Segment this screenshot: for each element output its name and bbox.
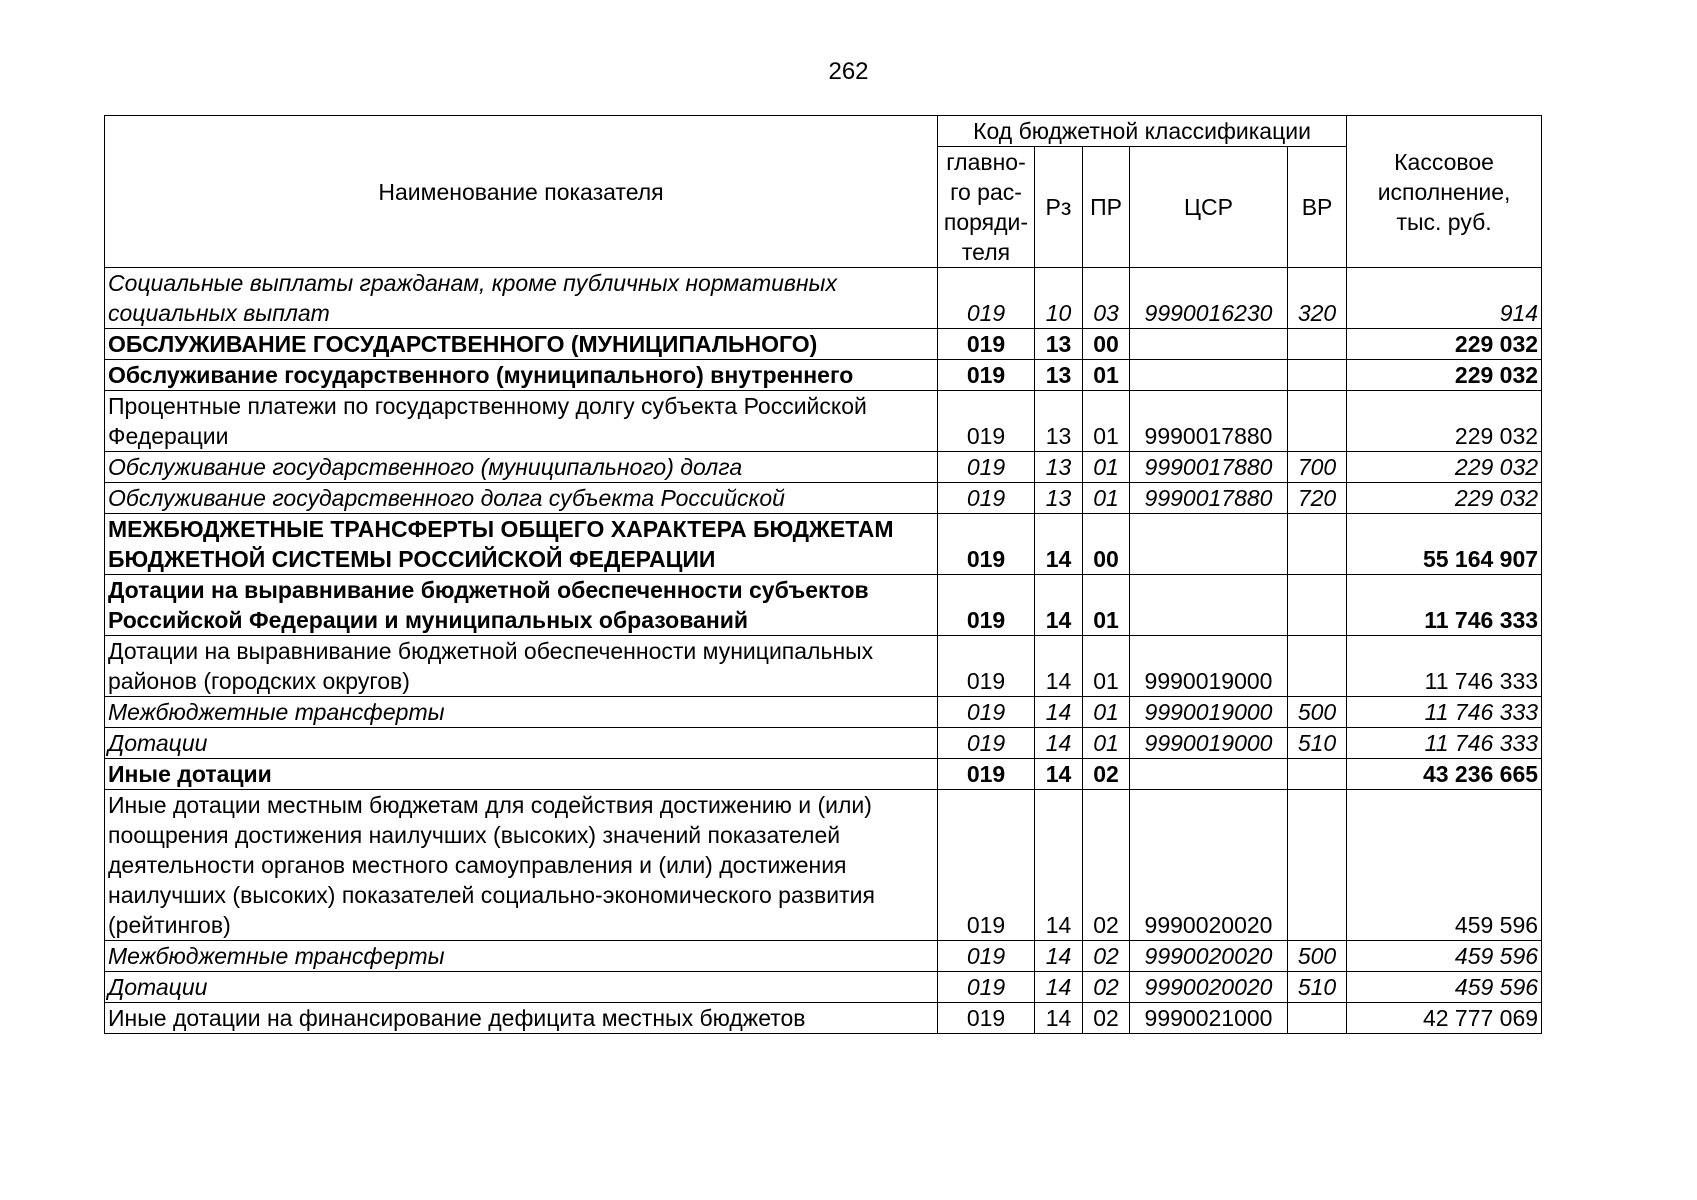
row-name: Иные дотации местным бюджетам для содействия достижению и (или) поощрения достижения наилучших (высоких) значений показателей деятельности органов местного самоуправления и (или) достижения наилучших (высоких) показателей социально-экономического развития (рейтингов) [105, 790, 938, 941]
row-vr: 510 [1288, 972, 1347, 1003]
header-amount-line1: Кассовое [1394, 148, 1494, 175]
header-amount [1347, 116, 1542, 268]
table-row [105, 360, 1542, 391]
table-row [105, 575, 1542, 636]
row-gr: 019 [938, 268, 1035, 329]
row-pr: 01 [1083, 728, 1130, 759]
row-name: Дотации на выравнивание бюджетной обеспеченности муниципальных районов (городских округов) [105, 636, 938, 697]
page-number: 262 [828, 58, 869, 85]
row-vr [1288, 329, 1347, 360]
row-amount: 11 746 333 [1347, 697, 1542, 728]
table-row [105, 514, 1542, 575]
row-amount: 229 032 [1347, 329, 1542, 360]
header-gr-line4: теля [961, 239, 1011, 265]
row-amount: 43 236 665 [1347, 759, 1542, 790]
row-csr: 9990020020 [1130, 941, 1288, 972]
row-csr: 9990017880 [1130, 391, 1288, 452]
row-rz: 14 [1035, 728, 1083, 759]
row-rz: 14 [1035, 514, 1083, 575]
row-csr: 9990020020 [1130, 790, 1288, 941]
row-csr: 9990020020 [1130, 972, 1288, 1003]
table-row [105, 483, 1542, 514]
row-csr [1130, 360, 1288, 391]
row-name: Иные дотации на финансирование дефицита местных бюджетов [105, 1003, 938, 1034]
row-gr: 019 [938, 636, 1035, 697]
row-name: Обслуживание государственного (муниципального) внутреннего [105, 360, 938, 391]
row-amount: 459 596 [1347, 941, 1542, 972]
table-row [105, 636, 1542, 697]
row-gr: 019 [938, 728, 1035, 759]
table-row [105, 452, 1542, 483]
row-name: МЕЖБЮДЖЕТНЫЕ ТРАНСФЕРТЫ ОБЩЕГО ХАРАКТЕРА БЮДЖЕТАМ БЮДЖЕТНОЙ СИСТЕМЫ РОССИЙСКОЙ ФЕДЕРАЦИИ [105, 514, 938, 575]
header-vr: ВР [1288, 147, 1347, 268]
row-gr: 019 [938, 575, 1035, 636]
header-pr: ПР [1083, 147, 1130, 268]
row-rz: 13 [1035, 391, 1083, 452]
row-vr [1288, 514, 1347, 575]
row-csr: 9990017880 [1130, 452, 1288, 483]
row-csr: 9990017880 [1130, 483, 1288, 514]
row-rz: 13 [1035, 452, 1083, 483]
row-rz: 14 [1035, 697, 1083, 728]
row-gr: 019 [938, 790, 1035, 941]
row-pr: 01 [1083, 636, 1130, 697]
table-header [105, 116, 1542, 268]
table-row [105, 1003, 1542, 1034]
row-rz: 14 [1035, 790, 1083, 941]
table-row [105, 759, 1542, 790]
row-csr: 9990019000 [1130, 636, 1288, 697]
row-csr [1130, 759, 1288, 790]
row-name: Межбюджетные трансферты [105, 697, 938, 728]
header-gr-line2: го рас- [950, 179, 1022, 205]
header-amount-line2: исполнение, [1377, 178, 1511, 205]
row-amount: 229 032 [1347, 360, 1542, 391]
table-row [105, 790, 1542, 941]
row-pr: 00 [1083, 329, 1130, 360]
row-name: Обслуживание государственного долга субъекта Российской [105, 483, 938, 514]
table-row [105, 697, 1542, 728]
row-csr: 9990021000 [1130, 1003, 1288, 1034]
row-gr: 019 [938, 391, 1035, 452]
row-rz: 14 [1035, 972, 1083, 1003]
row-csr [1130, 514, 1288, 575]
row-gr: 019 [938, 759, 1035, 790]
row-amount: 459 596 [1347, 790, 1542, 941]
row-rz: 13 [1035, 329, 1083, 360]
row-amount: 42 777 069 [1347, 1003, 1542, 1034]
table-row [105, 268, 1542, 329]
row-gr: 019 [938, 941, 1035, 972]
row-name: Дотации [105, 972, 938, 1003]
row-pr: 03 [1083, 268, 1130, 329]
row-vr [1288, 636, 1347, 697]
row-gr: 019 [938, 360, 1035, 391]
row-name: Процентные платежи по государственному долгу субъекта Российской Федерации [105, 391, 938, 452]
row-name: Обслуживание государственного (муниципального) долга [105, 452, 938, 483]
row-vr [1288, 790, 1347, 941]
row-pr: 01 [1083, 575, 1130, 636]
table-row [105, 329, 1542, 360]
row-pr: 02 [1083, 759, 1130, 790]
table-row [105, 391, 1542, 452]
row-amount: 459 596 [1347, 972, 1542, 1003]
table-row [105, 941, 1542, 972]
header-name: Наименование показателя [105, 116, 938, 268]
row-vr: 500 [1288, 697, 1347, 728]
row-pr: 02 [1083, 972, 1130, 1003]
table-body [105, 268, 1542, 1034]
row-name: Социальные выплаты гражданам, кроме публичных нормативных социальных выплат [105, 268, 938, 329]
row-rz: 14 [1035, 941, 1083, 972]
row-gr: 019 [938, 514, 1035, 575]
row-gr: 019 [938, 1003, 1035, 1034]
table-row [105, 728, 1542, 759]
row-rz: 14 [1035, 636, 1083, 697]
row-gr: 019 [938, 329, 1035, 360]
row-amount: 229 032 [1347, 452, 1542, 483]
row-name: Дотации [105, 728, 938, 759]
row-csr [1130, 329, 1288, 360]
table-row [105, 972, 1542, 1003]
row-pr: 02 [1083, 1003, 1130, 1034]
row-amount: 914 [1347, 268, 1542, 329]
row-amount: 229 032 [1347, 483, 1542, 514]
row-gr: 019 [938, 972, 1035, 1003]
row-rz: 14 [1035, 759, 1083, 790]
row-csr: 9990016230 [1130, 268, 1288, 329]
row-pr: 01 [1083, 452, 1130, 483]
header-code-group: Код бюджетной классификации [938, 116, 1347, 147]
header-csr: ЦСР [1130, 147, 1288, 268]
header-rz: Рз [1035, 147, 1083, 268]
row-amount: 11 746 333 [1347, 728, 1542, 759]
row-pr: 02 [1083, 790, 1130, 941]
row-amount: 11 746 333 [1347, 575, 1542, 636]
row-rz: 13 [1035, 360, 1083, 391]
budget-execution-table [104, 115, 1542, 1034]
row-vr [1288, 360, 1347, 391]
header-chief-administrator [938, 147, 1035, 268]
row-vr [1288, 391, 1347, 452]
row-name: ОБСЛУЖИВАНИЕ ГОСУДАРСТВЕННОГО (МУНИЦИПАЛЬНОГО) [105, 329, 938, 360]
row-vr [1288, 575, 1347, 636]
row-name: Иные дотации [105, 759, 938, 790]
row-rz: 13 [1035, 483, 1083, 514]
row-pr: 02 [1083, 941, 1130, 972]
row-amount: 229 032 [1347, 391, 1542, 452]
row-csr [1130, 575, 1288, 636]
row-vr: 720 [1288, 483, 1347, 514]
row-name: Дотации на выравнивание бюджетной обеспеченности субъектов Российской Федерации и муниципальных образований [105, 575, 938, 636]
row-gr: 019 [938, 483, 1035, 514]
row-pr: 01 [1083, 697, 1130, 728]
row-pr: 00 [1083, 514, 1130, 575]
row-gr: 019 [938, 452, 1035, 483]
row-rz: 14 [1035, 1003, 1083, 1034]
header-gr-line3: поряди- [943, 209, 1029, 235]
row-vr [1288, 1003, 1347, 1034]
row-csr: 9990019000 [1130, 697, 1288, 728]
row-amount: 55 164 907 [1347, 514, 1542, 575]
header-amount-line3: тыс. руб. [1396, 208, 1492, 235]
row-pr: 01 [1083, 360, 1130, 391]
row-rz: 10 [1035, 268, 1083, 329]
row-vr: 510 [1288, 728, 1347, 759]
row-vr: 500 [1288, 941, 1347, 972]
row-csr: 9990019000 [1130, 728, 1288, 759]
row-vr [1288, 759, 1347, 790]
row-vr: 320 [1288, 268, 1347, 329]
row-amount: 11 746 333 [1347, 636, 1542, 697]
row-pr: 01 [1083, 391, 1130, 452]
row-pr: 01 [1083, 483, 1130, 514]
row-gr: 019 [938, 697, 1035, 728]
row-vr: 700 [1288, 452, 1347, 483]
row-rz: 14 [1035, 575, 1083, 636]
header-gr-line1: главно- [946, 149, 1026, 175]
row-name: Межбюджетные трансферты [105, 941, 938, 972]
